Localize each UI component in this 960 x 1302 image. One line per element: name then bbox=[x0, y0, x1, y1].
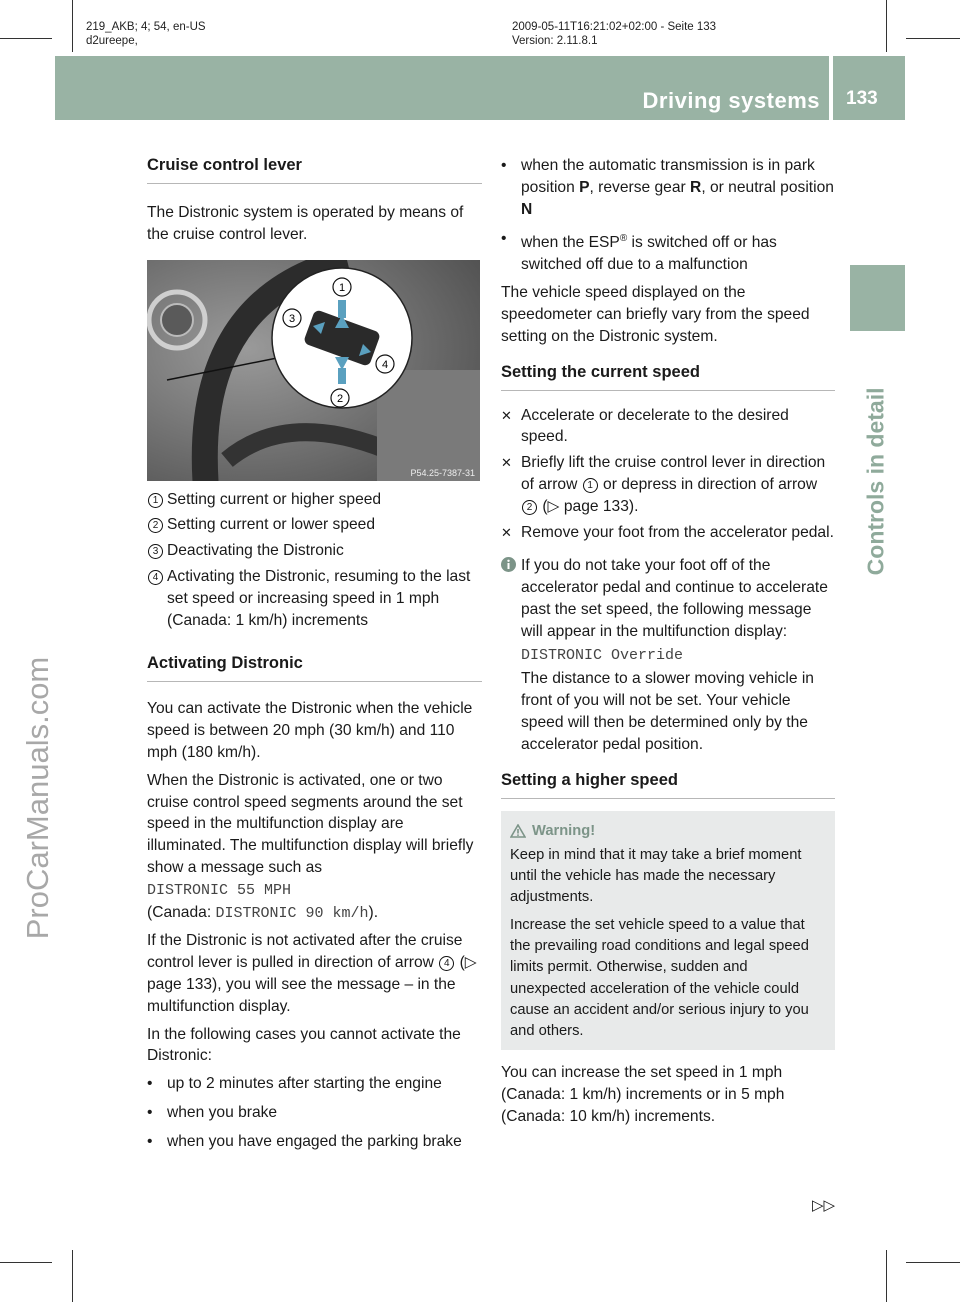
watermark-wrap bbox=[8, 540, 68, 1040]
bullet-item: • when the ESP® is switched off or has switched off due to a malfunction bbox=[501, 230, 777, 274]
bullet-list-left bbox=[147, 1073, 482, 1152]
crop-mark bbox=[906, 38, 960, 39]
print-metadata-right bbox=[512, 20, 716, 48]
ref-arrow-1: 1 bbox=[583, 478, 598, 493]
step-item: ✕ Remove your foot from the accelerator pedal. bbox=[501, 523, 834, 541]
bullet-item: • when you brake bbox=[147, 1103, 278, 1121]
callout-2: 2 bbox=[336, 392, 344, 405]
crop-mark bbox=[906, 1262, 960, 1263]
legend-item: 2 Setting current or lower speed bbox=[147, 514, 482, 536]
figure-code: P54.25-7387-31 bbox=[410, 467, 475, 478]
crop-mark bbox=[0, 1262, 52, 1263]
meta-right-line1: 2009-05-11T16:21:02+02:00 - Seite 133 bbox=[512, 21, 717, 33]
side-tab-label-wrap bbox=[848, 344, 908, 794]
paragraph-speedometer: The vehicle speed displayed on the speedometer can briefly vary from the speed setting on the Distronic system. bbox=[501, 284, 810, 345]
callout-3: 3 bbox=[288, 312, 296, 325]
meta-left-line1: 219_AKB; 4; 54, en-US bbox=[86, 21, 206, 33]
section-title: Driving systems bbox=[642, 88, 820, 113]
warning-icon bbox=[510, 824, 526, 838]
display-message-canada: DISTRONIC 90 km/h bbox=[215, 904, 369, 922]
paragraph-not-activated: If the Distronic is not activated after the cruise control lever is pulled in direction of arrow 4 (▷ page 133), you will see the message – in the multifunction display. bbox=[147, 932, 477, 1015]
crop-mark bbox=[72, 0, 73, 52]
paragraph-speed-range: You can activate the Distronic when the vehicle speed is between 20 mph (30 km/h) and 110 mph (180 km/h). bbox=[147, 700, 473, 761]
heading-activating-distronic: Activating Distronic bbox=[147, 653, 482, 682]
paragraph-activation: When the Distronic is activated, one or two cruise control speed segments around the set speed in the multifunction display are illuminated. The multifunction display will briefly show a message such as DISTRONIC 55 MPH (Canada: DISTRONIC 90 km/h). bbox=[147, 771, 474, 922]
right-column bbox=[501, 155, 835, 1128]
warning-title: Warning! bbox=[532, 822, 596, 839]
ref-arrow-2: 2 bbox=[522, 500, 537, 515]
info-note: If you do not take your foot off of the accelerator pedal and continue to accelerate past the set speed, the following message will appear in the multifunction display: DISTRONIC Override The distance to a slower moving vehicle in front of you will not be set. Your vehicle speed will then be determined only by the accelerator pedal position. bbox=[501, 555, 835, 755]
display-message: DISTRONIC 55 MPH bbox=[147, 881, 292, 899]
warning-text-1: Keep in mind that it may take a brief moment until the vehicle has made the necessary adjustments. bbox=[510, 846, 802, 906]
cruise-lever-figure bbox=[147, 260, 480, 481]
bullet-item: • when the automatic transmission is in park position P, reverse gear R, or neutral position N bbox=[501, 157, 834, 218]
step-item: ✕ Briefly lift the cruise control lever in direction of arrow 1 or depress in direction of arrow 2 (▷ page 133). bbox=[501, 454, 826, 515]
bullet-item: • when you have engaged the parking brake bbox=[147, 1132, 462, 1150]
legend-item: 4 Activating the Distronic, resuming to the last set speed or increasing speed in 1 mph (Canada: 1 km/h) increments bbox=[147, 566, 482, 631]
ref-arrow-4: 4 bbox=[439, 956, 454, 971]
side-tab-label: Controls in detail bbox=[862, 387, 889, 576]
figure-legend bbox=[147, 489, 482, 632]
meta-left-line2: d2ureepe, bbox=[86, 35, 138, 47]
page-number: 133 bbox=[846, 88, 878, 109]
crop-mark bbox=[0, 38, 52, 39]
meta-right-line2: Version: 2.11.8.1 bbox=[512, 35, 598, 47]
legend-item: 1 Setting current or higher speed bbox=[147, 489, 482, 511]
callout-1: 1 bbox=[338, 281, 346, 294]
step-item: ✕ Accelerate or decelerate to the desired speed. bbox=[501, 406, 789, 446]
heading-setting-current-speed: Setting the current speed bbox=[501, 362, 835, 391]
bullet-item: • up to 2 minutes after starting the engine bbox=[147, 1075, 442, 1093]
paragraph-increase-speed: You can increase the set speed in 1 mph (Canada: 1 km/h) increments or in 5 mph (Canada: 10 km/h) increments. bbox=[501, 1064, 785, 1126]
intro-text: The Distronic system is operated by means of the cruise control lever. bbox=[147, 204, 464, 243]
crop-mark bbox=[886, 0, 887, 52]
callout-4: 4 bbox=[381, 358, 389, 371]
print-metadata-left bbox=[86, 20, 206, 48]
step-list bbox=[501, 405, 835, 544]
warning-box bbox=[501, 811, 835, 1051]
paragraph-cannot-activate: In the following cases you cannot activate the Distronic: bbox=[147, 1025, 461, 1065]
info-icon bbox=[501, 555, 519, 577]
continue-marker: ▷▷ bbox=[812, 1197, 836, 1214]
steering-wheel-illustration bbox=[147, 260, 480, 481]
header-separator bbox=[829, 56, 833, 120]
heading-cruise-control-lever: Cruise control lever bbox=[147, 155, 482, 184]
display-message-override: DISTRONIC Override bbox=[521, 646, 684, 664]
side-tab-marker bbox=[850, 265, 905, 331]
watermark: ProCarManuals.com bbox=[20, 656, 55, 940]
left-column bbox=[147, 155, 482, 1153]
warning-title-wrap bbox=[532, 821, 827, 842]
warning-text-2: Increase the set vehicle speed to a value that the prevailing road conditions and legal speed limits permit. Otherwise, sudden and unexpected acceleration of the vehicle could cause an accident and/or serious injury to you and others. bbox=[510, 916, 809, 1040]
crop-mark bbox=[886, 1250, 887, 1302]
legend-item: 3 Deactivating the Distronic bbox=[147, 540, 482, 562]
heading-setting-higher-speed: Setting a higher speed bbox=[501, 770, 835, 799]
crop-mark bbox=[72, 1250, 73, 1302]
